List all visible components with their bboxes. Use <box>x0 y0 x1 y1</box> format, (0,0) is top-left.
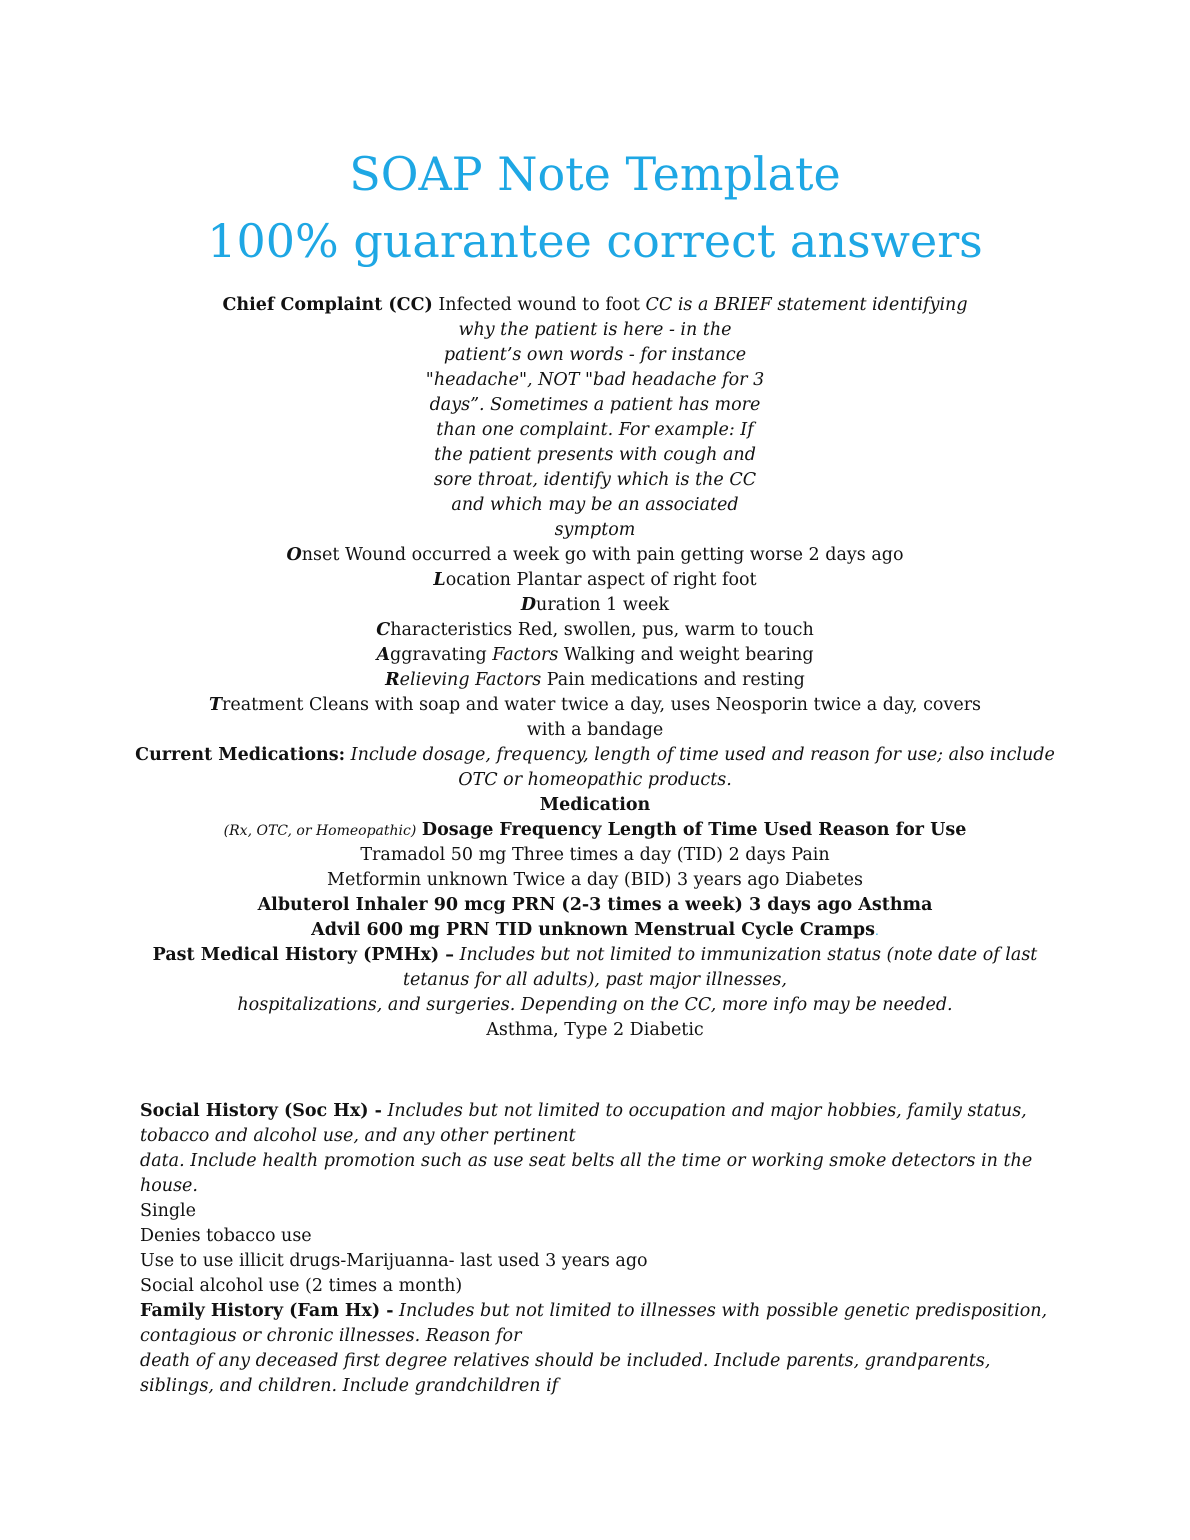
fam-hint: Includes but not limited to illnesses with possible genetic predisposition, <box>399 1301 1048 1321</box>
cc-label: Chief Complaint (CC) <box>222 295 433 315</box>
medications-label: Current Medications: <box>135 745 346 765</box>
duration-label: uration <box>536 595 601 615</box>
soc-item: Social alcohol use (2 times a month) <box>140 1276 463 1296</box>
soc-line <box>140 1099 1060 1124</box>
aggravating-label-italic: Factors <box>492 645 559 665</box>
relieving-label-italic: elieving Factors <box>399 670 542 690</box>
cc-hint-line: than one complaint. For example: If <box>436 420 754 440</box>
soc-item: Use to use illicit drugs-Marijuanna- last used 3 years ago <box>140 1251 648 1271</box>
fam-hint: death of any deceased first degree relatives should be included. Include parents, grandparents, <box>140 1351 991 1371</box>
cc-hint-line: patient’s own words - for instance <box>443 345 747 365</box>
onset-value: Wound occurred a week go with pain getting worse 2 days ago <box>344 545 904 565</box>
soc-hint: tobacco and alcohol use, and any other pertinent <box>140 1126 576 1146</box>
pmhx-value: Asthma, Type 2 Diabetic <box>486 1020 704 1040</box>
medication-table-columns <box>0 818 1190 843</box>
page-title: SOAP Note Template <box>349 147 841 201</box>
cc-hint-line: symptom <box>554 520 636 540</box>
trailing-dot: . <box>875 924 879 938</box>
cc-hint-line: the patient presents with cough and <box>434 445 756 465</box>
soc-item: Single <box>140 1201 197 1221</box>
fam-label: Family History (Fam Hx) - <box>140 1301 394 1321</box>
treatment-label: reatment <box>221 695 304 715</box>
soc-hint: data. Include health promotion such as use seat belts all the time or working smoke detectors in the <box>140 1151 1033 1171</box>
treatment-value-cont: with a bandage <box>526 720 664 740</box>
fam-line <box>140 1299 1060 1324</box>
fam-hint: contagious or chronic illnesses. Reason for <box>140 1326 522 1346</box>
pmhx-label: Past Medical History (PMHx) – <box>152 945 454 965</box>
medication-row: Tramadol 50 mg Three times a day (TID) 2 days Pain <box>360 845 830 865</box>
medication-row-last <box>0 918 1190 943</box>
medications-hint: OTC or homeopathic products. <box>458 770 732 790</box>
aggravating-line <box>0 643 1190 668</box>
soc-label: Social History (Soc Hx) - <box>140 1101 382 1121</box>
cc-hint-line: days”. Sometimes a patient has more <box>429 395 761 415</box>
location-label: ocation <box>445 570 511 590</box>
medications-hint: Include dosage, frequency, length of time used and reason for use; also include <box>350 745 1055 765</box>
pmhx-hint: tetanus for all adults), past major illnesses, <box>403 970 787 990</box>
cc-value: Infected wound to foot <box>438 295 640 315</box>
pmhx-hint: hospitalizations, and surgeries. Depending on the CC, more info may be needed. <box>237 995 953 1015</box>
onset-label: nset <box>301 545 340 565</box>
medication-type-note: (Rx, OTC, or Homeopathic) <box>223 823 417 839</box>
medication-columns-label: Dosage Frequency Length of Time Used Reason for Use <box>421 820 967 840</box>
duration-line <box>0 593 1190 618</box>
pmhx-line <box>0 943 1190 968</box>
chief-complaint-section <box>0 293 1190 1043</box>
duration-letter: D <box>520 595 537 615</box>
onset-line <box>0 543 1190 568</box>
duration-value: 1 week <box>606 595 670 615</box>
treatment-letter: T <box>208 695 222 715</box>
relieving-line <box>0 668 1190 693</box>
characteristics-line <box>0 618 1190 643</box>
relieving-value: Pain medications and resting <box>546 670 805 690</box>
soc-hint: Includes but not limited to occupation and major hobbies, family status, <box>387 1101 1027 1121</box>
treatment-value: Cleans with soap and water twice a day, uses Neosporin twice a day, covers <box>309 695 982 715</box>
location-value: Plantar aspect of right foot <box>516 570 757 590</box>
cc-hint-line: CC is a BRIEF statement identifying <box>645 295 968 315</box>
onset-letter: O <box>286 545 302 565</box>
aggravating-label: ggravating <box>390 645 487 665</box>
aggravating-value: Walking and weight bearing <box>563 645 814 665</box>
cc-hint-line: and which may be an associated <box>451 495 739 515</box>
cc-hint-line: sore throat, identify which is the CC <box>433 470 757 490</box>
medication-row: Advil 600 mg PRN TID unknown Menstrual Cycle Cramps <box>311 920 876 940</box>
medications-line <box>0 743 1190 768</box>
aggravating-letter: A <box>376 645 391 665</box>
medication-table-heading: Medication <box>539 795 651 815</box>
location-letter: L <box>433 570 446 590</box>
characteristics-value: Red, swollen, pus, warm to touch <box>517 620 814 640</box>
relieving-letter: R <box>385 670 400 690</box>
cc-line <box>0 293 1190 318</box>
fam-hint: siblings, and children. Include grandchildren if <box>140 1376 559 1396</box>
page-subtitle: 100% guarantee correct answers <box>207 214 983 268</box>
cc-hint-line: why the patient is here - in the <box>458 320 732 340</box>
characteristics-letter: C <box>376 620 391 640</box>
medication-row: Albuterol Inhaler 90 mcg PRN (2-3 times a week) 3 days ago Asthma <box>257 895 933 915</box>
characteristics-label: haracteristics <box>390 620 513 640</box>
medication-row: Metformin unknown Twice a day (BID) 3 years ago Diabetes <box>327 870 863 890</box>
location-line <box>0 568 1190 593</box>
treatment-line <box>0 693 1190 718</box>
soc-item: Denies tobacco use <box>140 1226 312 1246</box>
soc-hint: house. <box>140 1176 198 1196</box>
social-history-section <box>140 1099 1060 1399</box>
pmhx-hint: Includes but not limited to immunization status (note date of last <box>459 945 1038 965</box>
cc-hint-line: "headache", NOT "bad headache for 3 <box>425 370 765 390</box>
